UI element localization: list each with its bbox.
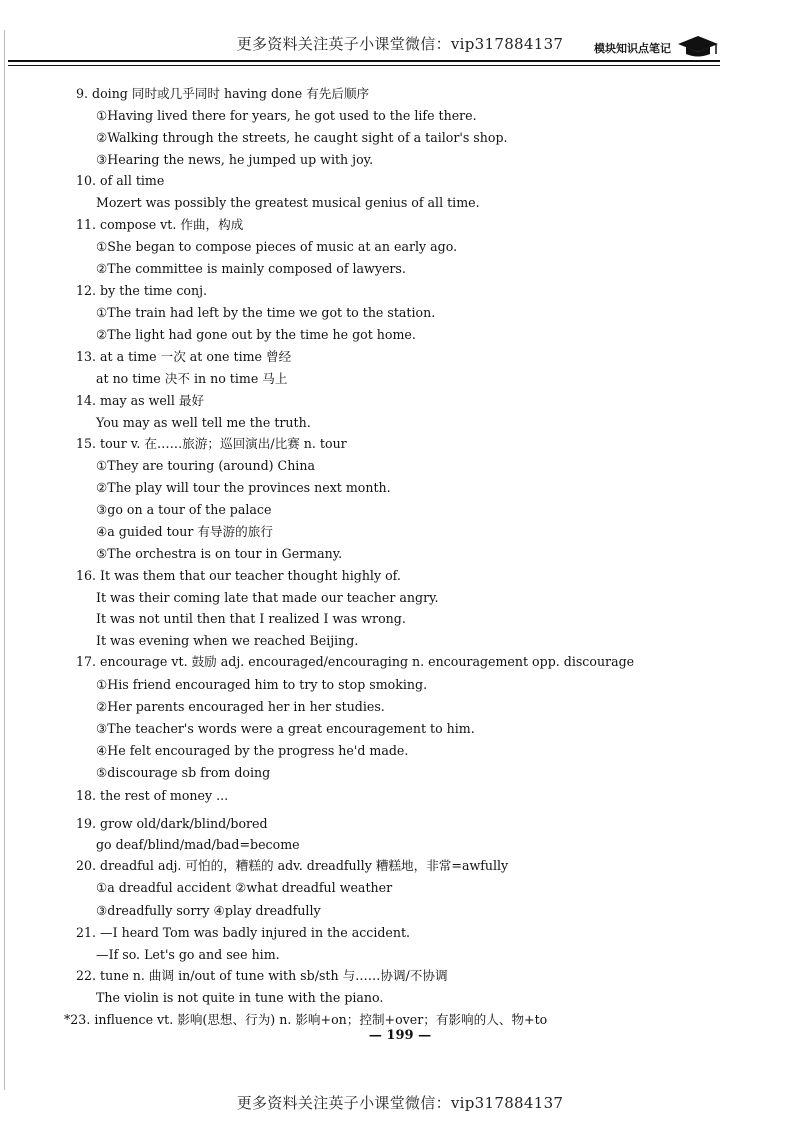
note-example: ①They are touring (around) China <box>96 458 315 473</box>
page-edge <box>4 30 5 1090</box>
note-example: ②The play will tour the provinces next month. <box>96 480 391 495</box>
note-example: ①The train had left by the time we got to the station. <box>96 305 436 320</box>
header-title: 模块知识点笔记 <box>594 42 671 55</box>
note-example: ②Her parents encouraged her in her studies. <box>96 699 385 714</box>
header-rule-thick <box>8 60 720 62</box>
note-example: It was not until then that I realized I was wrong. <box>96 611 406 626</box>
note-example: ⑤discourage sb from doing <box>96 765 271 780</box>
note-example: —If so. Let's go and see him. <box>96 947 280 962</box>
note-example: ②Walking through the streets, he caught sight of a tailor's shop. <box>96 130 508 145</box>
note-heading-14: 14. may as well 最好 <box>76 393 205 408</box>
note-heading-13: 13. at a time 一次 at one time 曾经 <box>76 349 292 364</box>
page-number: — 199 — <box>368 1028 432 1043</box>
note-heading-9: 9. doing 同时或几乎同时 having done 有先后顺序 <box>76 86 370 101</box>
note-heading-21: 21. —I heard Tom was badly injured in the accident. <box>76 925 411 940</box>
note-heading-19: 19. grow old/dark/blind/bored <box>76 816 268 831</box>
note-example: ①a dreadful accident ②what dreadful weather <box>96 880 393 895</box>
note-example: It was their coming late that made our teacher angry. <box>96 590 439 605</box>
note-heading-23: *23. influence vt. 影响(思想、行为) n. 影响+on；控制+over；有影响的人、物+to <box>64 1012 548 1027</box>
note-example: You may as well tell me the truth. <box>96 415 311 430</box>
note-example: Mozert was possibly the greatest musical genius of all time. <box>96 195 480 210</box>
note-example: The violin is not quite in tune with the piano. <box>96 990 384 1005</box>
watermark-top: 更多资料关注英子小课堂微信：vip317884137 <box>236 35 564 53</box>
note-heading-15: 15. tour v. 在……旅游；巡回演出/比赛 n. tour <box>76 436 347 451</box>
note-heading-18: 18. the rest of money ... <box>76 788 229 803</box>
graduation-cap-icon <box>676 32 720 58</box>
note-example: ④He felt encouraged by the progress he'd made. <box>96 743 409 758</box>
note-heading-16: 16. It was them that our teacher thought highly of. <box>76 568 401 583</box>
note-example: ①His friend encouraged him to try to stop smoking. <box>96 677 428 692</box>
note-heading-12: 12. by the time conj. <box>76 283 207 298</box>
note-example: ⑤The orchestra is on tour in Germany. <box>96 546 343 561</box>
note-example: ③go on a tour of the palace <box>96 502 272 517</box>
note-example: at no time 决不 in no time 马上 <box>96 371 288 386</box>
note-heading-22: 22. tune n. 曲调 in/out of tune with sb/sth 与……协调/不协调 <box>76 968 448 983</box>
header-rule-thin <box>8 65 720 66</box>
note-example: ④a guided tour 有导游的旅行 <box>96 524 273 539</box>
note-example: ①She began to compose pieces of music at an early ago. <box>96 239 458 254</box>
note-example: ③Hearing the news, he jumped up with joy. <box>96 152 374 167</box>
note-heading-11: 11. compose vt. 作曲，构成 <box>76 217 244 232</box>
note-heading-10: 10. of all time <box>76 173 165 188</box>
note-example: go deaf/blind/mad/bad=become <box>96 837 300 852</box>
note-example: ②The light had gone out by the time he got home. <box>96 327 416 342</box>
note-example: ②The committee is mainly composed of lawyers. <box>96 261 406 276</box>
note-heading-20: 20. dreadful adj. 可怕的，糟糕的 adv. dreadfully 糟糕地，非常=awfully <box>76 858 509 873</box>
note-example: ③The teacher's words were a great encouragement to him. <box>96 721 475 736</box>
note-heading-17: 17. encourage vt. 鼓励 adj. encouraged/encouraging n. encouragement opp. discourage <box>76 654 635 669</box>
watermark-bottom: 更多资料关注英子小课堂微信：vip317884137 <box>236 1094 564 1112</box>
note-example: ③dreadfully sorry ④play dreadfully <box>96 903 321 918</box>
note-example: It was evening when we reached Beijing. <box>96 633 359 648</box>
note-example: ①Having lived there for years, he got used to the life there. <box>96 108 477 123</box>
